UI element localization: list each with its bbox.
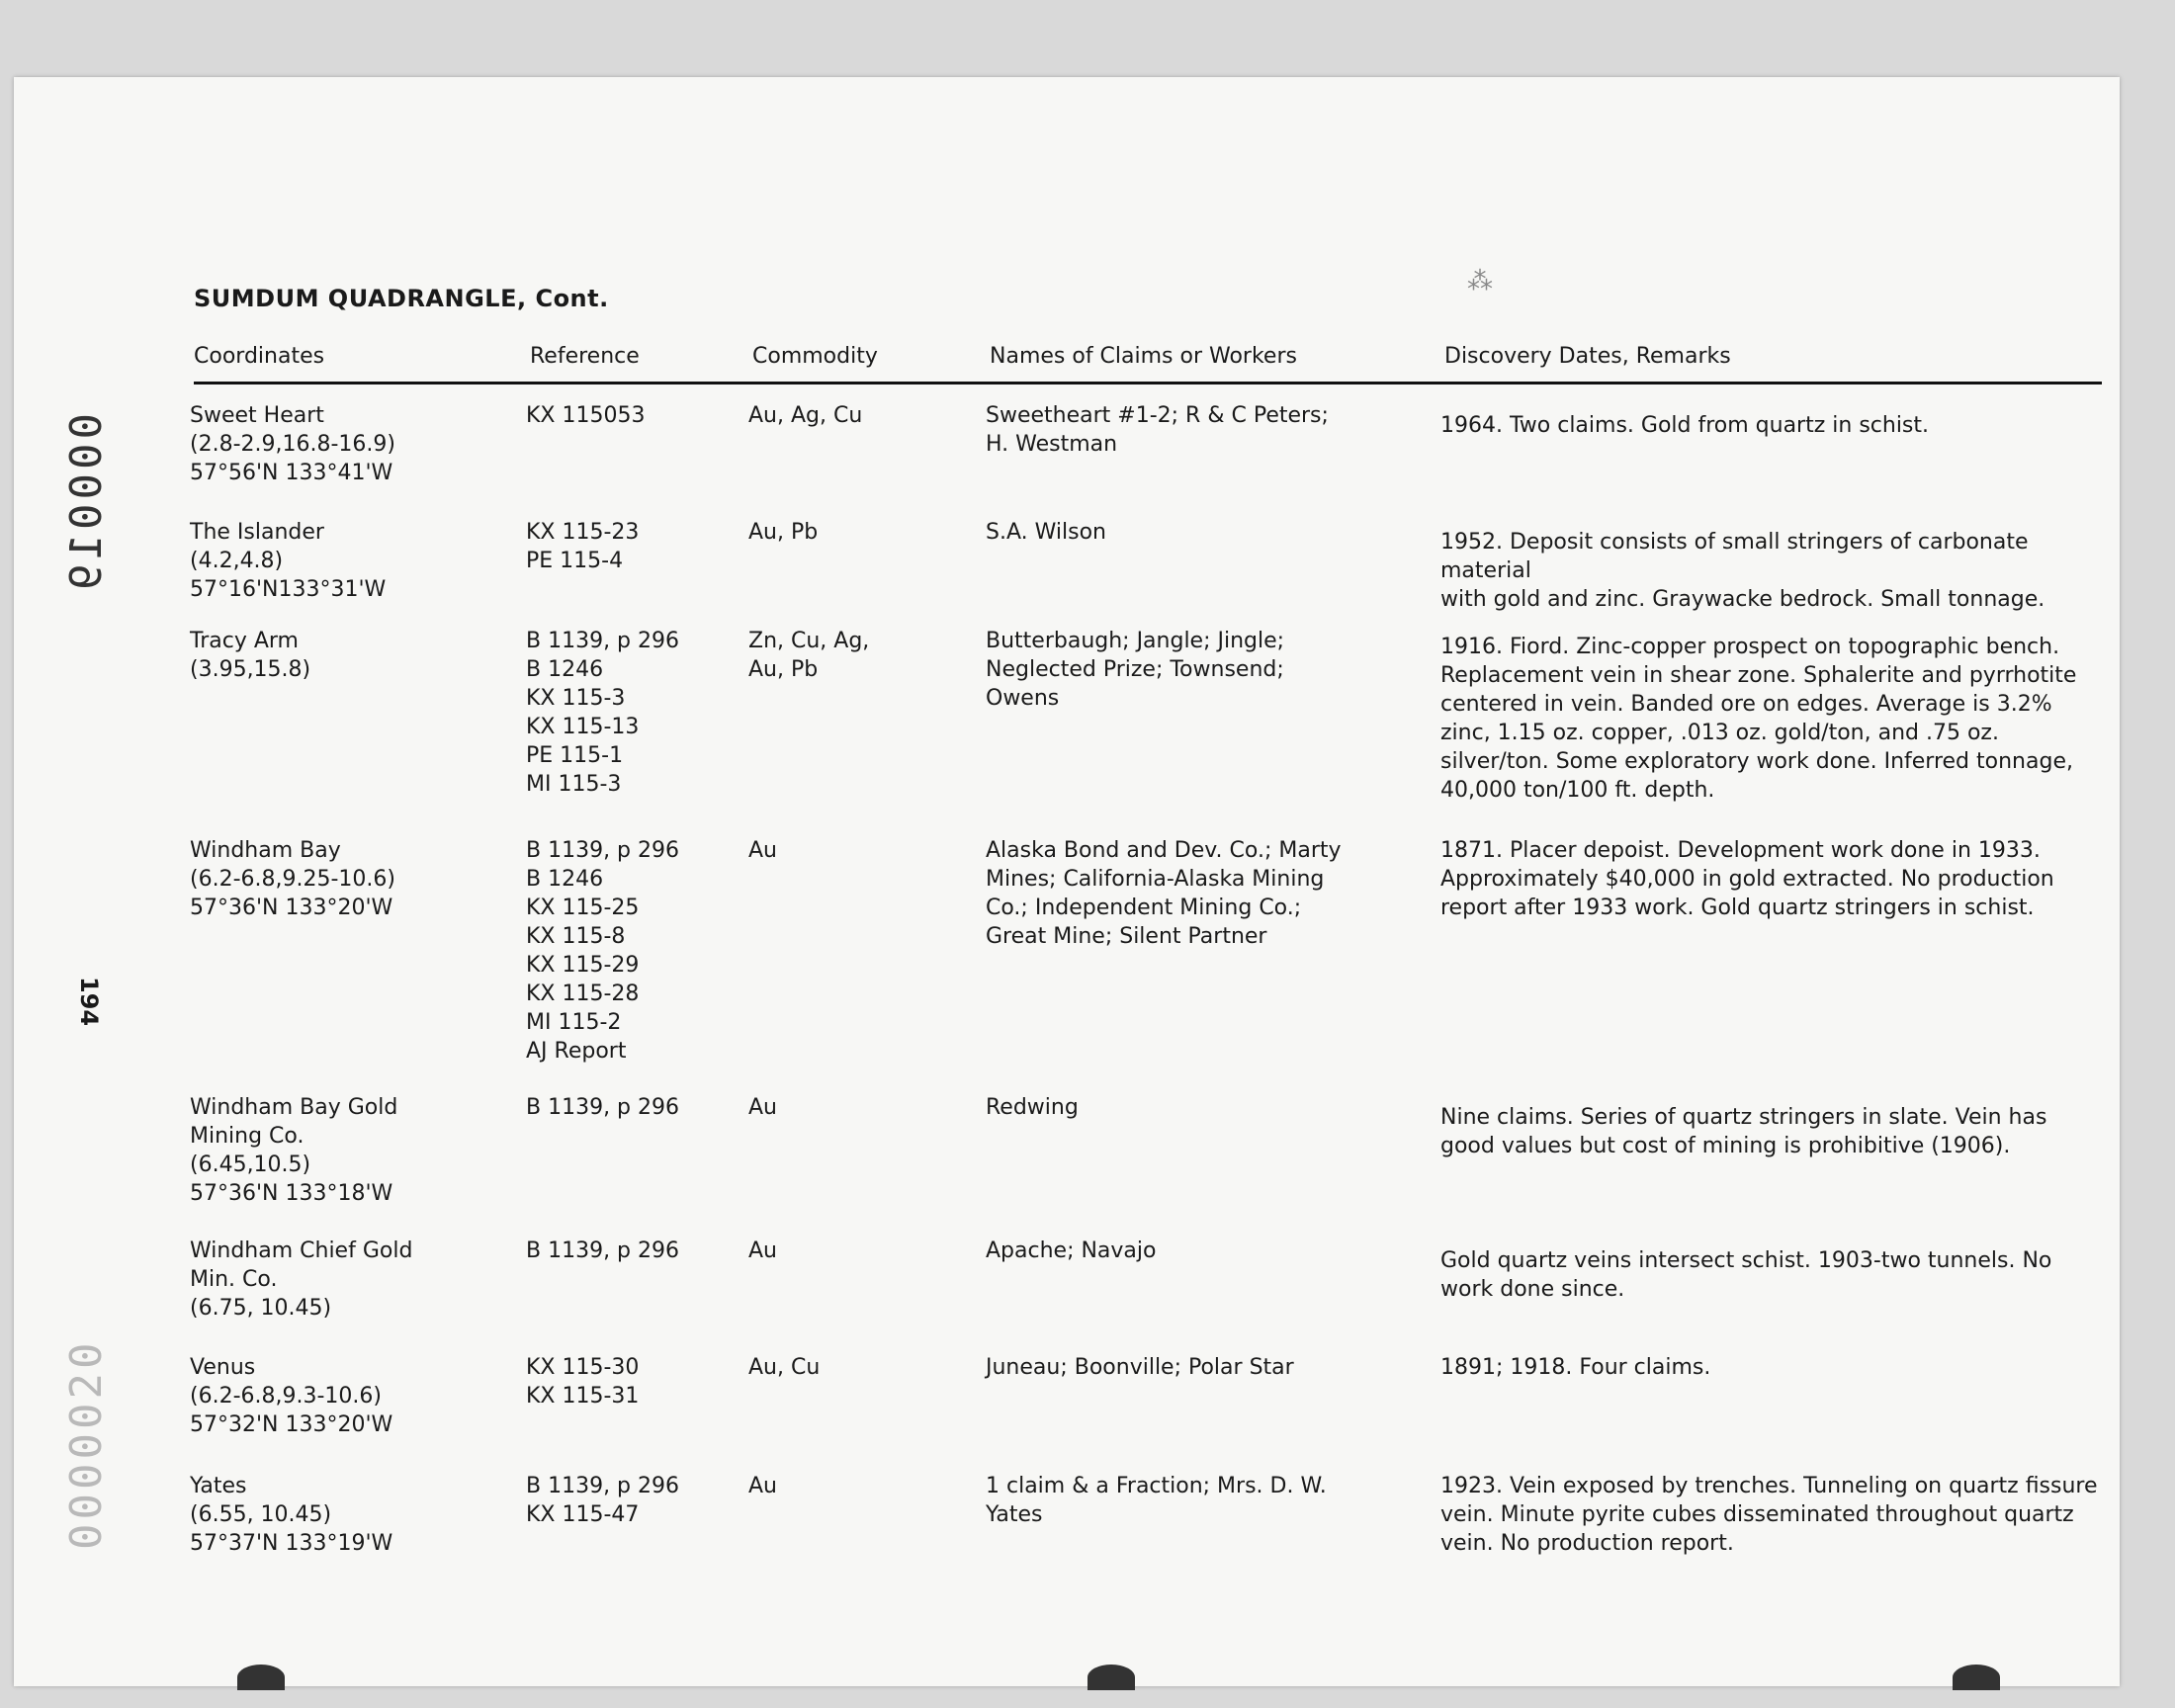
side-serial-bottom: 0000020 (61, 1338, 112, 1550)
table-row (190, 1237, 2118, 1353)
ink-smudge: ⁂ (1467, 267, 1493, 297)
cell-names: 1 claim & a Fraction; Mrs. D. W. Yates (986, 1474, 1327, 1527)
cell-names: Apache; Navajo (986, 1238, 1157, 1263)
table-row (190, 836, 2118, 1093)
binder-hole (1088, 1665, 1135, 1690)
page-number: 194 (75, 977, 103, 1027)
cell-commodity: Au, Pb (748, 520, 819, 545)
header-reference: Reference (530, 344, 640, 369)
cell-reference: KX 115-30 KX 115-31 (526, 1355, 640, 1409)
cell-remarks: Gold quartz veins intersect schist. 1903-two tunnels. No work done since. (1440, 1248, 2052, 1302)
document-title: SUMDUM QUADRANGLE, Cont. (194, 285, 609, 312)
cell-coordinates: Windham Chief Gold Min. Co. (6.75, 10.45) (190, 1238, 413, 1321)
cell-commodity: Au (748, 1238, 777, 1263)
table-body (190, 401, 2118, 1580)
cell-reference: B 1139, p 296 KX 115-47 (526, 1474, 680, 1527)
cell-coordinates: Sweet Heart (2.8-2.9,16.8-16.9) 57°56'N 133°41'W (190, 403, 395, 485)
cell-commodity: Au, Ag, Cu (748, 403, 863, 428)
document-page (14, 77, 2120, 1686)
cell-commodity: Au, Cu (748, 1355, 821, 1380)
table-row (190, 1472, 2118, 1580)
cell-remarks: 1923. Vein exposed by trenches. Tunneling on quartz fissure vein. Minute pyrite cubes disseminated throughout quartz vein. No production report. (1440, 1474, 2098, 1556)
header-names: Names of Claims or Workers (990, 344, 1297, 369)
cell-names: Sweetheart #1-2; R & C Peters; H. Westman (986, 403, 1329, 457)
cell-commodity: Zn, Cu, Ag, Au, Pb (748, 629, 870, 682)
cell-coordinates: Windham Bay Gold Mining Co. (6.45,10.5) 57°36'N 133°18'W (190, 1095, 398, 1206)
cell-commodity: Au (748, 838, 777, 863)
cell-commodity: Au (748, 1474, 777, 1498)
cell-coordinates: Yates (6.55, 10.45) 57°37'N 133°19'W (190, 1474, 393, 1556)
cell-coordinates: Windham Bay (6.2-6.8,9.25-10.6) 57°36'N 133°20'W (190, 838, 395, 920)
cell-names: Alaska Bond and Dev. Co.; Marty Mines; California-Alaska Mining Co.; Independent Mining Co.; Great Mine; Silent Partner (986, 838, 1342, 949)
cell-reference: B 1139, p 296 B 1246 KX 115-25 KX 115-8 KX 115-29 KX 115-28 MI 115-2 AJ Report (526, 838, 680, 1064)
header-commodity: Commodity (752, 344, 878, 369)
cell-remarks: 1916. Fiord. Zinc-copper prospect on topographic bench. Replacement vein in shear zone. Sphalerite and pyrrhotite centered in vein. Banded ore on edges. Average is 3.2% zinc, 1.15 oz. copper, .013 oz. gold/ton, and .75 oz. silver/ton. Some exploratory work done. Inferred tonnage, 40,000 ton/100 ft. depth. (1440, 635, 2077, 803)
table-row (190, 1093, 2118, 1237)
cell-names: Butterbaugh; Jangle; Jingle; Neglected Prize; Townsend; Owens (986, 629, 1285, 711)
cell-coordinates: Tracy Arm (3.95,15.8) (190, 629, 311, 682)
cell-reference: KX 115-23 PE 115-4 (526, 520, 640, 573)
binder-hole (237, 1665, 285, 1690)
table-row (190, 518, 2118, 627)
table-row (190, 627, 2118, 836)
side-serial-top: 000019 (61, 413, 112, 594)
cell-names: S.A. Wilson (986, 520, 1106, 545)
cell-remarks: 1952. Deposit consists of small stringers of carbonate material with gold and zinc. Graywacke bedrock. Small tonnage. (1440, 530, 2045, 612)
cell-coordinates: Venus (6.2-6.8,9.3-10.6) 57°32'N 133°20'W (190, 1355, 393, 1437)
header-remarks: Discovery Dates, Remarks (1444, 344, 1731, 369)
cell-commodity: Au (748, 1095, 777, 1120)
cell-reference: B 1139, p 296 (526, 1095, 680, 1120)
cell-remarks: 1964. Two claims. Gold from quartz in schist. (1440, 413, 1930, 438)
cell-reference: KX 115053 (526, 403, 646, 428)
cell-remarks: 1891; 1918. Four claims. (1440, 1355, 1711, 1380)
cell-coordinates: The Islander (4.2,4.8) 57°16'N133°31'W (190, 520, 387, 602)
table-header (194, 342, 2102, 384)
cell-reference: B 1139, p 296 (526, 1238, 680, 1263)
cell-names: Redwing (986, 1095, 1079, 1120)
header-coordinates: Coordinates (194, 344, 325, 369)
cell-reference: B 1139, p 296 B 1246 KX 115-3 KX 115-13 PE 115-1 MI 115-3 (526, 629, 680, 797)
table-row (190, 401, 2118, 518)
binder-hole (1953, 1665, 2000, 1690)
cell-remarks: Nine claims. Series of quartz stringers in slate. Vein has good values but cost of mining is prohibitive (1906). (1440, 1105, 2047, 1158)
cell-remarks: 1871. Placer depoist. Development work done in 1933. Approximately $40,000 in gold extracted. No production report after 1933 work. Gold quartz stringers in schist. (1440, 838, 2054, 920)
table-row (190, 1353, 2118, 1472)
cell-names: Juneau; Boonville; Polar Star (986, 1355, 1294, 1380)
